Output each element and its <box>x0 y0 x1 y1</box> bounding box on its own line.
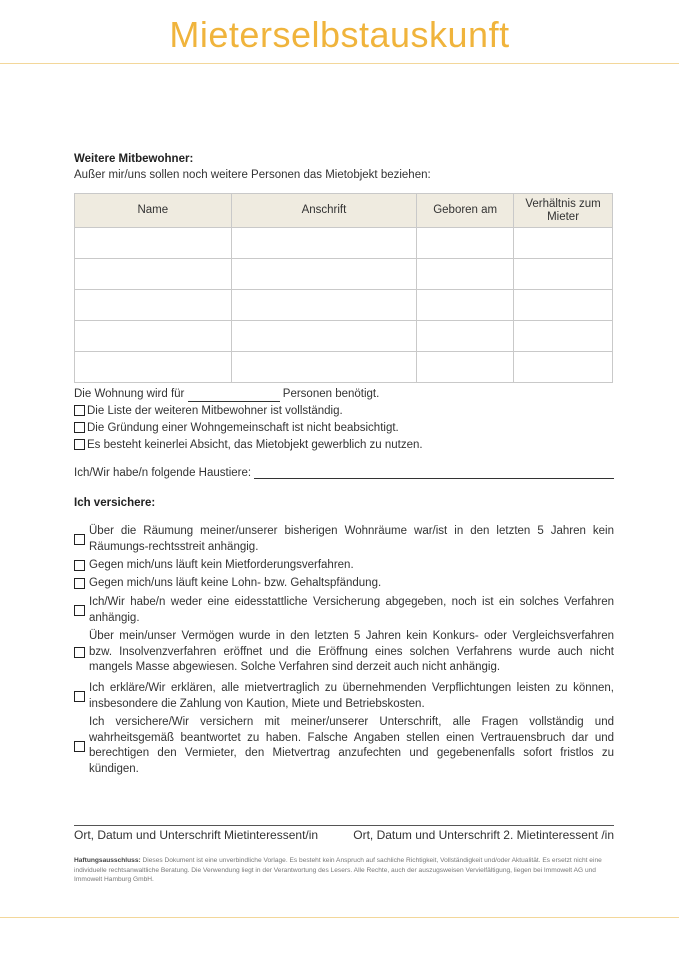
checkbox[interactable] <box>74 560 85 571</box>
disclaimer <box>74 856 614 885</box>
table-row <box>75 290 613 321</box>
checkbox-item <box>74 421 614 436</box>
checkbox-label: Über mein/unser Vermögen wurde in den letzten 5 Jahren kein Konkurs- oder Vergleichsverfahren bzw. Insolvenzverfahren eröffnet und die Eröffnung eines solchen Verfahrens wurde auch nicht mangels Masse abgewiesen. Solche Verfahren sind derzeit auch nicht anhängig. <box>89 630 614 673</box>
table-cell[interactable] <box>514 259 613 290</box>
table-cell[interactable] <box>417 228 514 259</box>
checkbox[interactable] <box>74 578 85 589</box>
persons-label-after: Personen benötigt. <box>282 388 380 400</box>
table-cell[interactable] <box>417 290 514 321</box>
table-cell[interactable] <box>417 259 514 290</box>
checkbox[interactable] <box>74 422 85 433</box>
signature-line <box>74 825 614 826</box>
table-cell[interactable] <box>75 259 232 290</box>
table-row <box>75 352 613 383</box>
table-cell[interactable] <box>514 228 613 259</box>
checkbox-item <box>74 558 614 574</box>
checkbox[interactable] <box>74 605 85 616</box>
table-cell[interactable] <box>75 228 232 259</box>
table-cell[interactable] <box>417 352 514 383</box>
table-cell[interactable] <box>75 290 232 321</box>
table-cell[interactable] <box>231 321 417 352</box>
checkbox-label: Es besteht keinerlei Absicht, das Mietobjekt gewerblich zu nutzen. <box>87 439 423 451</box>
page-title: Mieterselbstauskunft <box>169 14 510 55</box>
table-header-row <box>75 194 613 228</box>
checkbox-label: Über die Räumung meiner/unserer bisherigen Wohnräume war/ist in den letzten 5 Jahren kein Räumungs-rechtsstreit anhängig. <box>89 525 614 553</box>
table-cell[interactable] <box>514 290 613 321</box>
checkbox-item <box>74 595 614 626</box>
checkbox-item <box>74 524 614 555</box>
table-row <box>75 259 613 290</box>
checkbox-label: Gegen mich/uns läuft kein Mietforderungsverfahren. <box>89 559 354 571</box>
table-row <box>75 228 613 259</box>
table-cell[interactable] <box>514 352 613 383</box>
checkbox-item <box>74 715 614 777</box>
table-cell[interactable] <box>231 228 417 259</box>
table-cell[interactable] <box>417 321 514 352</box>
table-cell[interactable] <box>75 321 232 352</box>
column-header-anschrift: Anschrift <box>231 194 417 228</box>
table-cell[interactable] <box>231 259 417 290</box>
checkbox[interactable] <box>74 405 85 416</box>
disclaimer-label: Haftungsausschluss: <box>74 857 141 864</box>
checkbox[interactable] <box>74 691 85 702</box>
table-cell[interactable] <box>231 352 417 383</box>
checkbox-label: Die Gründung einer Wohngemeinschaft ist nicht beabsichtigt. <box>87 422 399 434</box>
footer-divider <box>0 917 679 918</box>
signature-label-1: Ort, Datum und Unterschrift Mietinteressent/in <box>74 828 319 842</box>
table-cell[interactable] <box>514 321 613 352</box>
persons-count-field[interactable] <box>188 389 280 402</box>
checkbox[interactable] <box>74 741 85 752</box>
checkbox-label: Ich versichere/Wir versichern mit meiner/unserer Unterschrift, alle Fragen vollständig und wahrheitsgemäß beantwortet zu haben. Falsche Angaben stellen einen Vertrauensbruch dar und berechtigen den Vermieter, den Mietvertrag anzufechten und gegebenenfalls sofort fristlos zu kündigen. <box>89 716 614 775</box>
checkbox-item <box>74 681 614 712</box>
checkbox-label: Ich/Wir habe/n weder eine eidesstattliche Versicherung abgegeben, noch ist ein solches Verfahren anhängig. <box>89 596 614 624</box>
pets-label: Ich/Wir habe/n folgende Haustiere: <box>74 467 252 479</box>
checkbox[interactable] <box>74 647 85 658</box>
section-intro: Außer mir/uns sollen noch weitere Personen das Mietobjekt beziehen: <box>74 169 431 181</box>
section-heading-versichere: Ich versichere: <box>74 497 156 509</box>
checkbox-label: Gegen mich/uns läuft keine Lohn- bzw. Gehaltspfändung. <box>89 577 382 589</box>
table-row <box>75 321 613 352</box>
signature-label-2: Ort, Datum und Unterschrift 2. Mietinteressent /in <box>353 828 614 842</box>
title-divider <box>0 63 679 64</box>
persons-label-before: Die Wohnung wird für <box>74 388 185 400</box>
checkbox-item <box>74 404 614 419</box>
column-header-name: Name <box>75 194 232 228</box>
table-cell[interactable] <box>75 352 232 383</box>
pets-line <box>74 466 614 481</box>
table-cell[interactable] <box>231 290 417 321</box>
checkbox[interactable] <box>74 439 85 450</box>
mitbewohner-table <box>74 193 613 383</box>
column-header-verhaeltnis: Verhältnis zum Mieter <box>514 194 613 228</box>
checkbox-item <box>74 438 614 453</box>
checkbox[interactable] <box>74 534 85 545</box>
section-heading-mitbewohner: Weitere Mitbewohner: <box>74 153 194 165</box>
checkbox-label: Ich erkläre/Wir erklären, alle mietvertraglich zu übernehmenden Verpflichtungen leisten zu können, insbesondere die Zahlung von Kaution, Miete und Betriebskosten. <box>89 682 614 710</box>
persons-count-line <box>74 387 614 402</box>
checkbox-label: Die Liste der weiteren Mitbewohner ist vollständig. <box>87 405 343 417</box>
pets-field[interactable] <box>254 466 614 479</box>
column-header-geboren: Geboren am <box>417 194 514 228</box>
checkbox-item <box>74 629 614 676</box>
disclaimer-text: Dieses Dokument ist eine unverbindliche Vorlage. Es besteht kein Anspruch auf sachliche Richtigkeit, Vollständigkeit und/oder Aktualität. Es ersetzt nicht eine individuelle rechtsanwaltliche Beratung. Die Verwendung liegt in der Verantwortung des Lesers. Alle Rechte, auch der auszugsweisen Vervielfältigung, liegen bei Immowelt AG und Immowelt Hamburg GmbH. <box>74 857 602 883</box>
checkbox-item <box>74 576 614 592</box>
